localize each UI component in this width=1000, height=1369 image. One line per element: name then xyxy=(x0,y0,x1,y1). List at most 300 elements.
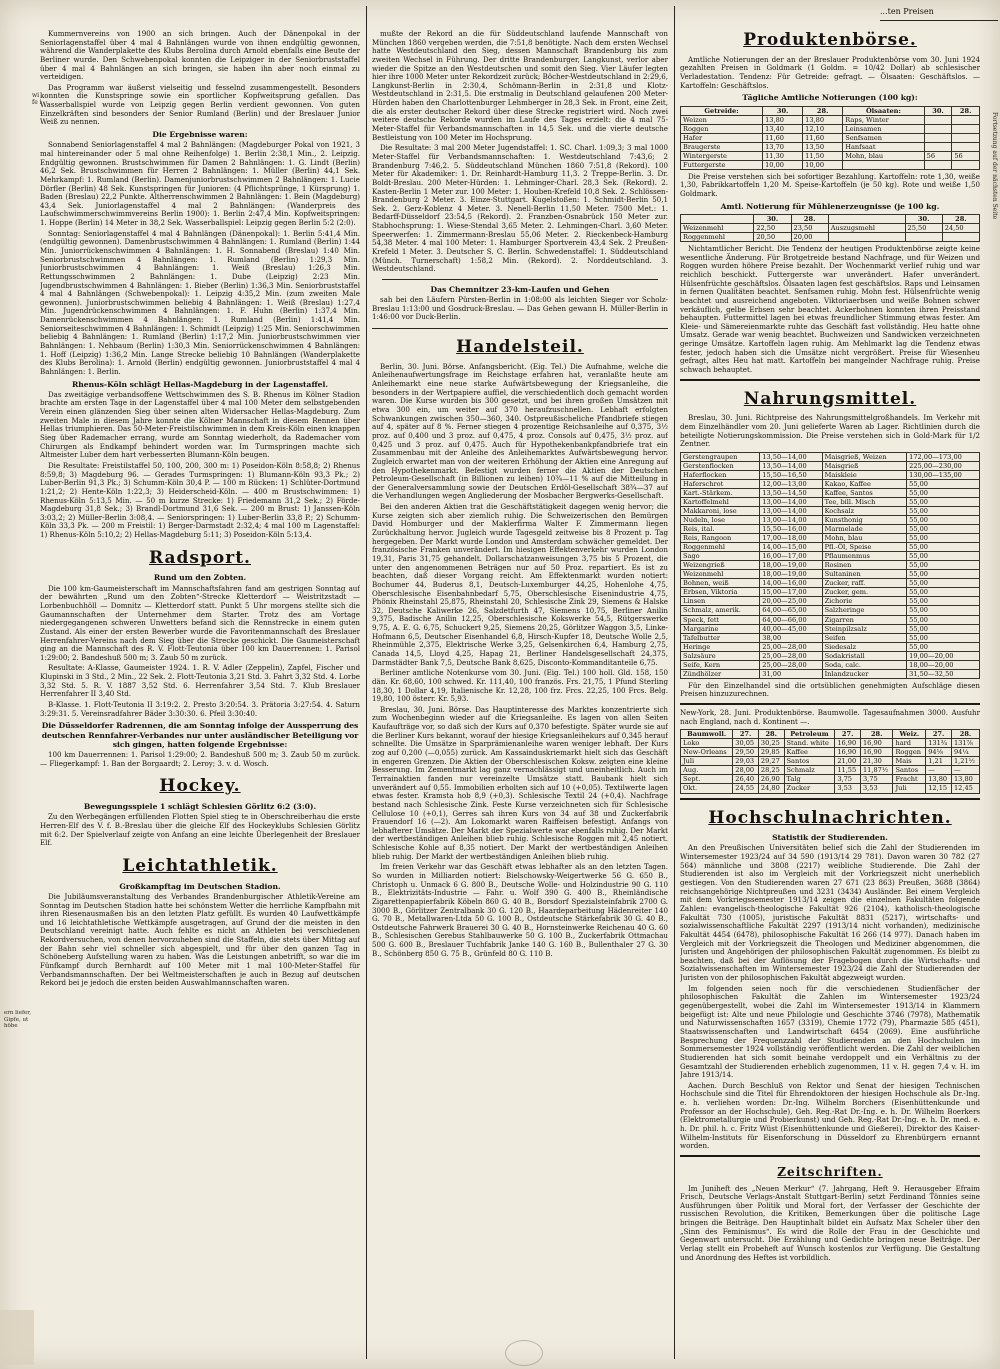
paragraph: Die Jubiläumsveranstaltung des Verbandes Brandenburgischer Athletik-Vereine am Sonntag im Deutschen Stadion hatte bei schönstem Wetter die herrliche Kampfbahn mit ihren Riesenausmaßen bis an den letzten Platz gefüllt. Es wurden 40 Laufwettkämpfe und 16 leichtathletische Wettkämpfe ausgetragen, auf Grund der die meisten in den Deutschland vereinigt hatte. Auch fehlte es nicht an Athleten bei verschiedenen Rekordversuchen, von denen hervorzuheben sind die Staffeln, die stets über Mittag auf der Bahn sehr viel schneller sich abgespielt, und für über den ganzen Tag in Schöneberg Aufstellung waren zu haben. Was die Leistungen anbetrifft, so war die im Fünfkampf durch Bernhardt auf 100 Meter mit 1 mal 100-Meter-Staffel für Verbandsmannschaften. Der bei Weltmeisterschaften je auch in Bezug auf deutschen Rekord bei je jedoch die ersten beiden Auswahlmannschaften waren. xyxy=(40,891,360,988)
table-cell: 1,21 xyxy=(926,757,952,766)
table-cell xyxy=(828,233,905,242)
table-cell: Erbsen, Viktoria xyxy=(681,588,760,597)
table-cell: 56 xyxy=(952,151,980,160)
table-cell: 11,60 xyxy=(763,133,803,142)
table-cell: Siedesalz xyxy=(822,642,907,651)
subheading-duesseldorf: Die Düsseldorfer Radrennen, die am Sonntag infolge der Aussperrung des deutschen Rennfahrer-Verbandes nur unter ausländischer Beteiligung vor sich gingen, hatten folgende Ergebnisse: xyxy=(41,721,359,749)
paragraph: Sonnabend Seniorlagenstaffel 4 mal 2 Bahnlängen: (Magdeburger Pokal von 1921, 3 mal hintereinander oder 5 mal ohne Reihenfolge) 1. Berlin 2:38,1 Min., 2. Leipzig. Endgültig gewonnen. Brustschwimmen für Damen 2 Bahnlängen: 1. G. Lindt (Berlin) 46,2 Sek. Brustschwimmen für Herren 2 Bahnlängen: 1. Müller (Berlin) 44,1 Sek. Mehrkampf: 1. Rumland (Berlin). Damenjuniorbrustschwimmen 2 Bahnlängen: 1. Lucie Dörfler (Berlin) 48 Sek. Kunstspringen für Junioren: (4 Pflichtsprünge, 1 Kürsprung) 1. Baden (Breslau) 22,2 Punkte. Altherrenschwimmen 2 Bahnlängen: 1. Bein (Magdeburg) 43,4 Sek. Juniorlagenstaffel 4 mal 2 Bahnlängen: (Wanderpreis des Laufschwimmerschwimmvereins Berlin 1900): 1. Berlin 2:47,4 Min. Kopfweitspringen: 1. Hoppe (Berlin) 14 Meter in 38,2 Sek. Wasserballspiel: Leipzig gegen Berlin 5:2 (2:0). xyxy=(40,140,360,228)
table-header: Getreide: xyxy=(681,106,763,115)
table-cell: 55,00 xyxy=(907,525,980,534)
table-cell: 94¼ xyxy=(951,748,979,757)
table-cell: 28,00 xyxy=(733,766,759,775)
paragraph: Im freien Verkehr war das Geschäft etwas lebhafter als an den letzten Tagen. So wurden in Milliarden notiert: Bielschowsky-Weigertwerke 56 G. 650 B., Christoph u. Unmack 6 G. 800 B., Deutsche Wolle- und Holzindustrie 90 G. 110 B., Elektrizitäts-Industrie — Fahr. u. Wolf 390 G. 400 B., Rheinländische Zigarettenpapierfabrik Köbeln 860 G. 40 B., Borsdorf Spezialsteinfabrik 2700 G. 3000 B., Görlitzer Zentralbank 30 G. 120 B., Haardeparbeitung Hädenreiter 140 G. 70 B., Metallwaren-Ltda 50 G. 100 B., Ostdeutsche Stärkefabrik 30 G. 40 B., Ostdeutsche Fahrwerk Brauerei 30 G. 40 B., Hornsteinwerke Reichenau 40 G. 60 B., Schlesischen Gerebus Stahlbauwerke 50 G. 100 B., Zuckerfabrik Ottmachau 500 G. 600 B., Breslauer Tuchfabrik Janke 140 G. 160 B., Bullenthaler 27 G. 30 B., Schönberg 850 G. 75 B., Grünfeld 80 G. 110 B. xyxy=(372,862,668,958)
paragraph: sah bei den Läufern Pürsten-Berlin in 1:08:00 als leichten Sieger vor Scholz-Breslau 1:13:00 und Gosdruck-Breslau. — Das Gehen gewann H. Müller-Berlin in 1:46:00 vor Duck-Berlin. xyxy=(372,295,668,322)
table-getreide xyxy=(680,106,980,170)
paragraph: Berlin, 30. Juni. Börse. Anfangsbericht. (Eig. Tel.) Die Aufnahme, welche die Anleihenaufwertungsfrage im Reichstage erfahren hat, veranlaßte heute am Anleihemarkt eine neue starke Aufwärtsbewegung der Kriegsanleihe, die besonders in der Wertpapiere auffiel, die verschiedentlich doch gemacht worden waren. Die Kurse wurden bis 300 gesetzt, und bei ihren großen Umsätzen mit etwa 300 ein, um weiter auf 370 heraufzuschnellen. Lebhaft erfolgten Schwankungen zwischen 350—360, 340. Ostpreußischeliche Pfandbriefe stiegen auf 4, später auf 8 %. Ferner stiegen 4 prozentige Reichsanleihe auf 0,375, 3½ proz. auf 0,400 und 3 proz. auf 0,475, 4 proz. Consols auf 0,475, 3½ proz. auf 0,425 und 3 proz. auf 0,475. Auch für Hypothekenbankpfandbriefe trat ein Zusammenbau mit der Anleihe des Anleihemarktes Aufwärtsbewegung hervor. Zugleich erwartet man von der weiteren Erhöhung der Aktien eine Anregung auf den Hypothekenmarkt. Befestigt wurden ferner die Aktien der Deutschen Petroleum-Gesellschaft (in Billionen zu leihen) 10¾—11 % auf die Mitteilung in der Generalversammlung sowie der Deutschen Erdöl-Gesellschaft 38¾—37 auf die Verhandlungen wegen Angliederung der Mosbacher Bergwerks-Gesellschaft. xyxy=(372,361,668,501)
table-cell: 13,80 xyxy=(763,115,803,124)
table-row xyxy=(681,561,980,570)
paragraph: Im folgenden seien noch für die verschiedenen Studienfächer der philosophischen Fakultät die Zahlen im Wintersemester 1923/24 gegenübergestellt, wobei die Zahl im Wintersemester 1913/14 in Klammern beigefügt ist: Alte und neue Philologie und Geschichte 3746 (7978), Mathematik und Naturwissenschaften 1657 (3319), Chemie 1772 (79), Pharmazie 585 (451), Staatswissenschaften und Landwirtschaft 6454 (2069). Eine ausführliche Besprechung der Frequenzzahl der Studierenden an den Hochschulen im Sommersemester 1924 vollständig veröffentlicht werden. Die Zahl der weiblichen Studierenden hat sich somit beinahe verdoppelt und ein Verhältnis zu der Gesamtzahl der Studierenden erheblich zugenommen, 11 v. H. gegen 7,4 v. H. im Jahre 1913/14. xyxy=(680,983,980,1080)
table-row xyxy=(681,624,980,633)
table-cell: Rosinen xyxy=(822,561,907,570)
paragraph: Bei den anderen Aktien trat die Geschäftstätigkeit dagegen wenig hervor; die Kurse zeigten sich aber ziemlich ruhig. Die Schweizerischen den Bemürgen David Homburger und der Maklerfirma Walter F. Zimmermann liegen Zurückhaltung hervor. Jugleich wurde Tagesgeld zeitweise bis 8 Prozent p. Tag hergegeben. Der Markt wurde London und Amsterdam schwächer gemeldet. Der französische Franken unverändert. Im hiesigen Effektenverkehr wurden London 19,31, Paris 31,75 gehandelt. Dollarschatzanweisungen 3,75 bis 5 Prozent, die unter den angenommenen Beträgen nur auf 50 Proz. repartiert. Es ist zu beachten, daß dieser Vorgang reicht. Am Effektenmarkt wurden notiert: Bochumer 44, Buderus 8,1, Deutsch-Luxemburger 44,25, Hohenlohe 4,75, Oberschlesische Eisenbahnbedarf 5,75, Oberschlesische Eisenindustrie 4,75, Phönix Rheinstahl 25,875, Rheinstahl 20, Schlesische Zink 29, Siemens & Halske 32, Deutsche Kaliwerke 26, Salzdetfurth 47, Siemens 10,75, Berliner Anilin 9,375, Badische Anilin 12,25, Oberschlesische Kokswerke 54,5, Rütgerswerke 9,75, A. E. G. 6,75, Schuckert 9,25, Siemens 20,25, Görlitzer Waggon 3,5, Linke-Hofmann 6,5, Deutscher Eisenhandel 6,8, Hirsch-Kupfer 18, Deutsche Wolle 2,5, Rheinmühle 2,375, Elektrische Werke 3,25, Gelsenkirchen 6,4, Hamburg 2,75, Canada 14,5, Lloyd 4,25, Hapag 21, Berliner Handelsgesellschaft 24,375, Darmstädter Bank 7,5, Deutsche Bank 8,625, Disconto-Kommanditanteile 6,75. xyxy=(372,502,668,667)
table-cell: Tafelbutter xyxy=(681,633,760,642)
table-cell: 28,25 xyxy=(758,766,784,775)
table-cell xyxy=(952,133,980,142)
table-cell: Wintergerste xyxy=(681,151,763,160)
table-header: 28. xyxy=(803,106,843,115)
table-cell: Seifen xyxy=(822,633,907,642)
table-cell: Roggen xyxy=(893,748,926,757)
table-cell: 15,50—16,00 xyxy=(760,525,822,534)
table-header: 27. xyxy=(733,730,759,739)
table-header: 28. xyxy=(952,106,980,115)
table-title-muehle: Amtl. Notierung für Mühlenerzeugnisse (je 100 kg. xyxy=(720,201,940,211)
table-cell: 29,85 xyxy=(758,748,784,757)
table-row xyxy=(681,748,980,757)
table-cell: 13,00—14,00 xyxy=(760,498,822,507)
divider xyxy=(680,379,980,381)
table-cell: Leinsamen xyxy=(843,124,924,133)
table-cell xyxy=(952,115,980,124)
table-cell: Inlandzucker xyxy=(822,669,907,678)
table-cell: 3,53 xyxy=(835,784,861,793)
table-cell: Zigarren xyxy=(822,615,907,624)
table-row xyxy=(681,660,980,669)
table-header: 28. xyxy=(791,214,828,223)
table-row xyxy=(681,579,980,588)
table-nahrungsmittel xyxy=(680,452,980,679)
table-cell: 13,80 xyxy=(951,775,979,784)
paragraph: An den Preußischen Universitäten belief sich die Zahl der Studierenden im Wintersemester 1923/24 auf 34 590 (1913/14 29 781). Davon waren 30 782 (27 564) männliche und 3808 (2217) weibliche Studierende. Die Zahl der Studierenden ist also im Vergleich mit der Vorkriegszeit nicht unerheblich gestiegen. Von den Studierenden waren 27 671 (23 863) Preußen, 3688 (3864) reichsangehörige Nichtpreußen und 3231 (3434) Ausländer. Bei einem Vergleich mit dem Vorkriegssemester 1913/14 zeigen die einzelnen Fakultäten folgende Zahlen: evangelisch-theologische Fakultät 926 (2104), katholisch-theologische Fakultät 730 (1005), juristische Fakultät 8831 (5217), wirtschafts- und sozialwissenschaftliche Fakultät 2297 (1913/14 nicht vorhanden), medizinische Fakultät 4454 (6478), philosophische Fakultät 16 266 (14 977). Danach haben im Vergleich mit der Vorkriegszeit die Theologen und Mediziner abgenommen, die Juristen und Angehörigen der philosophischen Fakultät zugenommen. Es bleibt zu beachten, daß bei der Auflösung der Fragebogen durch die Wirtschafts- und Sozialwissenschaften im Wintersemester 1923/24 die Zahl der Studierenden der Juristen von der philosophischen Fakultät abgezweigt wurden. xyxy=(680,843,980,983)
table-cell: New-Orleans xyxy=(681,748,733,757)
table-cell: 55,00 xyxy=(907,489,980,498)
table-cell: 31,00 xyxy=(760,669,822,678)
table-cell: 55,00 xyxy=(907,588,980,597)
table-cell: Heringe xyxy=(681,642,760,651)
table-cell: 16,90 xyxy=(835,748,861,757)
table-cell: Sodakristall xyxy=(822,651,907,660)
table-cell: Haferflocken xyxy=(681,471,760,480)
table-cell: 26,90 xyxy=(758,775,784,784)
table-cell: 3,53 xyxy=(860,784,893,793)
table-row xyxy=(681,133,980,142)
table-cell: 21,30 xyxy=(860,757,893,766)
table-cell xyxy=(924,133,952,142)
table-cell: Makkaroni, lose xyxy=(681,507,760,516)
table-header: 30. xyxy=(905,214,942,223)
table-cell: Reis, Rangoon xyxy=(681,534,760,543)
subheading-zobten: Rund um den Zobten. xyxy=(153,573,247,583)
table-title-getreide: Tägliche Amtliche Notierungen (100 kg): xyxy=(742,93,918,103)
paragraph: Zu den Werbegängen erfüllenden Flotten Spiel stieg te in Oberschreiberhau die erste Herren-Elf des V. f. B.-Breslau über die gleiche Elf des Hockeyklubs Schlesien Görlitz mit 6:2. Der Spielverlauf zeigte von Anfang an eine leichte Überlegenheit der Breslauer Elf. xyxy=(40,812,360,848)
table-header: Baumwoll. xyxy=(681,730,733,739)
table-cell: 55,00 xyxy=(907,552,980,561)
paragraph: Sonntag: Seniorlagenstaffel 4 mal 4 Bahnlängen (Dänenpokal): 1. Berlin 5:41,4 Min. (endgültig gewonnen). Damenbrustschwimmen 4 Bahnlängen: 1. Rumland (Berlin) 1:44 Min. Juniorrückenschwimmen 4 Bahnlängen: 1. H. Sonnabend (Breslau) 1:40 Min. Seniorbrustschwimmen 4 Bahnlängen: 1. Rumland (Berlin) 1:29,3 Min. Juniorbrustschwimmen 4 Bahnlängen: 1. Weiß (Breslau) 1:26,3 Min. Rettungsschwimmen 2 Bahnlängen: 1. Dube (Leipzig) 2:23 Min. Jugendbrustschwimmen 4 Bahnlängen: 1. Bieber (Berlin) 1:36,3 Min. Seniorbruststaffel 4 mal 4 Bahnlängen (Schwebenpokal): 1. Leipzig 4:35,2 Min. (zum zweiten Male gewonnen). Juniorbrustschwimmen beliebig 4 Bahnlängen: 1. Weiß (Breslau) 1:27,4 Min. Jugendrückenschwimmen 4 Bahnlängen: 1. F. Huhn (Berlin) 1:37,4 Min. Damenrückenschwimmen 4 Bahnlängen: 1. Rumland (Berlin) 1:41,4 Min. Seniorseiteschwimmen 4 Bahnlängen: 1. Schmidt (Leipzig) 1:25 Min. Seniorschwimmen beliebig 4 Bahnlängen: 1. Rumland (Berlin) 1:17,2 Min. Juniorbrustschwimmen vier Bahnlängen: 1. Nehbaum (Berlin) 1:30,3 Min. Seniorrückenschwimmen 4 Bahnlängen: 1. Hoff (Leipzig) 1:36,2 Min. Lange Strecke beliebig 10 Bahnlängen (Wanderplakette des Klubs Berolina): 1. Arnold (Berlin) endgültig gewonnen. Juniorbruststaffel 4 mal 4 Bahnlängen: 1. Berlin. xyxy=(40,228,360,376)
table-cell: 55,00 xyxy=(907,561,980,570)
table-row xyxy=(681,525,980,534)
divider xyxy=(680,1155,980,1157)
table-cell: hard xyxy=(893,739,926,748)
table-cell: 55,00 xyxy=(907,642,980,651)
table-cell: Mohn, blau xyxy=(843,151,924,160)
table-cell: 29,03 xyxy=(733,757,759,766)
table-cell: Gerstengraupen xyxy=(681,452,760,461)
table-cell: 30,25 xyxy=(758,739,784,748)
table-cell: Senfsamen xyxy=(843,133,924,142)
table-cell: 55,00 xyxy=(907,579,980,588)
table-row xyxy=(681,651,980,660)
section-heading-hochschul: Hochschulnachrichten. xyxy=(708,807,952,828)
table-header: 27. xyxy=(926,730,952,739)
section-heading-leichtathletik: Leichtathletik. xyxy=(122,855,278,876)
table-cell: Kochsalz xyxy=(822,507,907,516)
table-cell: Santos xyxy=(784,757,835,766)
table-cell: Raps, Winter xyxy=(843,115,924,124)
table-cell: Kartoffelmehl xyxy=(681,498,760,507)
table-cell: Soda, calc. xyxy=(822,660,907,669)
table-cell: 131¾ xyxy=(926,739,952,748)
table-cell: 12,45 xyxy=(951,784,979,793)
paragraph: Berliner amtliche Notenkurse vom 30. Juni. (Eig. Tel.) 100 holl. Gld. 158, 150 dän. Kr. 68,60, 100 schwed. Kr. 111,40, 100 französ. Frs. 21,75, 1 Pfund Sterling 18,30, 1 Dollar 4,19, Italienische Kr. 12,28, 100 frz. Frcs. 22,25, 100 Frcs. Belg. 19,80, 100 österr. Kr. 5,93. xyxy=(372,668,668,704)
section-heading-produktenboerse: Produktenbörse. xyxy=(743,30,917,50)
table-cell: 23,50 xyxy=(791,223,828,232)
table-cell: Sago xyxy=(681,552,760,561)
paragraph: Für den Einzelhandel sind die ortsüblichen genehmigten Aufschläge diesen Preisen hinzuzurechnen. xyxy=(680,680,980,699)
subheading-statistik: Statistik der Studierenden. xyxy=(772,833,888,843)
table-cell xyxy=(924,115,952,124)
table-cell: 25,00—28,00 xyxy=(760,642,822,651)
table-header: 30. xyxy=(763,106,803,115)
bottom-left-margin-note: ern liefer, Gipfe, ut höbe xyxy=(4,1010,32,1030)
left-margin-note: wi fe i xyxy=(32,92,42,107)
table-cell: Kakao, Kaffee xyxy=(822,480,907,489)
table-cell: 25,50 xyxy=(905,223,942,232)
table-cell: 10,00 xyxy=(763,160,803,169)
paragraph: Die 100 km-Gaumeisterschaft im Mannschaftsfahren fand am gestrigen Sonntag auf der bewährten „Rund um den Zobten“-Strecke Kletterdorf — Weistritzstadt — Lorbenbuchhöll — Domnitz — Kletterdorf statt. Punkt 5 Uhr morgens stellte sich die Gaumannschaften der Unternehmer dem Starter. Trotz des am Vortage niedergegangenen schweren Unwetters befand sich die Rennstrecke in einem guten Zustand. Als einer der ersten Bewerber wurde die Favoritenmannschaft des Breslauer Herrenfahrer-Vereins nach dem Sieg über die Strecke geschickt. Die Gaumeisterschaft ging an die Mannschaft des R. V. Flott-Teutonia über 100 km Dauerrennen: 1. Parisol 1:29:00; 2. Bandeshuß 500 m; 3. Zaub 50 m zurück. xyxy=(40,583,360,662)
paragraph: Aachen. Durch Beschluß von Rektor und Senat der hiesigen Technischen Hochschule sind die Titel für Ehrendoktoren der hiesigen Hochschule als Dr.-Ing. e. h. verliehen worden: Dr.-Ing. Wilhelm Borchers (Eisenhüttenkunde und Professor an der Hochschule), Geh. Reg.-Rat Dr.-Ing. e. h. Dr. Wilhelm Boerkers (Elektrometallurgie und Probierkunst) und Geh. Reg.-Rat Dr.-Ing. e. h. Dr. med. e. h. Dr. phil. h. c. Fritz Wüst (Eisenhüttenkunde und Gießerei), Direktor des Kaiser-Wilhelm-Instituts für Eisenforschung in Düsseldorf zu Ehrenbürgern ernannt worden. xyxy=(680,1080,980,1151)
table-cell: Hafer xyxy=(681,133,763,142)
table-row xyxy=(681,757,980,766)
table-cell: Futtergerste xyxy=(681,160,763,169)
table-cell: Roggenmehl xyxy=(681,233,754,242)
table-cell: 20,50 xyxy=(754,233,791,242)
table-cell: 18,00—19,00 xyxy=(760,570,822,579)
table-cell: Nudeln, lose xyxy=(681,516,760,525)
table-cell: Aug. xyxy=(681,766,733,775)
paragraph: Kummernvereins von 1900 an sich bringen. Auch der Dänenpokal in der Seniorlagenstaffel über 4 mal 4 Bahnlängen wurde von ihnen endgültig gewonnen, während die Wanderplakette des Klubs Berolina durch Arnold ebenfalls eine Beute der Berliner wurde. Den Schwebenpokal konnten die Leipziger in der Seniorbruststaffel über 4 mal 4 Bahnlängen an sich bringen, sie haben ihn aber noch einmal zu verteidigen. xyxy=(40,30,360,82)
paragraph: Die Preise verstehen sich bei sofortiger Bezahlung. Kartoffeln: rote 1,30, weiße 1,30, Fabrikkartoffeln 1,20 M. Speise-Kartoffeln (je 50 kg). Rote und weiße 1,50 Goldmark. xyxy=(680,171,980,199)
table-cell: 3,75 xyxy=(835,775,861,784)
table-row xyxy=(681,775,980,784)
table-cell: Mais xyxy=(893,757,926,766)
table-cell: Sept. xyxy=(681,775,733,784)
table-row xyxy=(681,151,980,160)
table-cell: 29,27 xyxy=(758,757,784,766)
table-cell: 131⅞ xyxy=(951,739,979,748)
table-cell: Juli xyxy=(681,757,733,766)
table-row xyxy=(681,233,980,242)
table-cell: 11,50 xyxy=(803,151,843,160)
table-cell: Salzheringe xyxy=(822,606,907,615)
table-cell: Pfl.-Öl, Speise xyxy=(822,543,907,552)
table-cell xyxy=(952,160,980,169)
table-cell: Hanfsaat xyxy=(843,142,924,151)
paragraph: mußte der Rekord an die für Süddeutschland laufende Mannschaft von München 1860 vergeben werden, die 7:51,8 benötigte. Nach dem ersten Wechsel hatte Westdeutschland den Sieg, dessen Mannschaft Brandenburg bis zum zweiten Wechsel in Führung. Der dritte Brandenburger, Langkunst, verlor aber wieder die Spitze an den Westdeutschen und somit den Sieg. Vier Läufer legten hier ihre 1000 Meter unter Rekordzeit zurück; Böcher-Westdeutschland in 2:29,6, Langkunst-Berlin in 2:30,4, Schömann-Berlin in 2:31,8 und Klotz-Westdeutschland in 2:31,5. Die erstmalig in Deutschland gelaufenen 200 Meter-Hürden haben den Charlottenburger Lehmberger in 28,3 Sek. in Front, eine Zeit, die als erster deutscher Rekord über diese Strecke registriert wird. Noch zwei weitere deutsche Rekorde wurden im Laufe des Tages erzielt: die 4 mal 75-Meter-Staffel für Verbandsmannschaften in 14,5 Sek. und die vierte deutsche Bestleistung von 100 Meter im Hochsprung. xyxy=(372,30,668,142)
table-row xyxy=(681,739,980,748)
column-divider-2 xyxy=(674,6,675,1359)
table-cell: Linsen xyxy=(681,597,760,606)
table-cell: Kart.-Stärkem. xyxy=(681,489,760,498)
table-header xyxy=(828,214,905,223)
section-heading-hockey: Hockey. xyxy=(159,776,241,797)
table-cell: 24,80 xyxy=(758,784,784,793)
table-cell: Speck, fett xyxy=(681,615,760,624)
table-header: 28. xyxy=(942,214,979,223)
table-row xyxy=(681,633,980,642)
table-cell: 55,00 xyxy=(907,516,980,525)
table-cell: Maisgrieß, Weizen xyxy=(822,452,907,461)
table-cell: Seife, Kern xyxy=(681,660,760,669)
table-row xyxy=(681,452,980,461)
table-cell: Auszugsmehl xyxy=(828,223,905,232)
subheading-hockey: Bewegungsspiele 1 schlägt Schlesien Görlitz 6:2 (3:0). xyxy=(83,802,317,812)
table-cell: 20,00 xyxy=(791,233,828,242)
column-sport-handel xyxy=(372,30,668,1357)
column-divider-1 xyxy=(366,6,367,1359)
table-row xyxy=(681,142,980,151)
table-header: 27. xyxy=(835,730,861,739)
table-cell: 13,80 xyxy=(926,775,952,784)
table-row xyxy=(681,489,980,498)
table-cell: — xyxy=(951,766,979,775)
paragraph: Resultate: A-Klasse, Gaumeister 1924. 1. R. V. Adler (Zeppelin), Zapfel, Fischer und Klupinski in 3 Std., 2 Min., 22 Sek. 2. Flott-Teutonia 3,21 Std. 3. Fahrt 3,32 Std. 4. Lorbe 3,32 Std. 5. R. V. 1887 3,52 Std. 6. Herrenfahrer 3,54 Std. 7. Klub Breslauer Herrenfahrer II 3,40 Std. xyxy=(40,663,360,699)
subheading-chemnitz: Das Chemnitzer 23-km-Laufen und Gehen xyxy=(430,284,610,294)
table-cell xyxy=(843,160,924,169)
table-cell: 25,00—28,00 xyxy=(760,660,822,669)
table-cell: 13,80 xyxy=(803,115,843,124)
table-new-york xyxy=(680,729,980,793)
table-row xyxy=(681,570,980,579)
table-cell: 29,50 xyxy=(733,748,759,757)
table-cell: 12,15 xyxy=(926,784,952,793)
table-row xyxy=(681,766,980,775)
table-header: 30. xyxy=(754,214,791,223)
table-cell: Tee, bill. Misch xyxy=(822,498,907,507)
table-cell: Salzsäure xyxy=(681,651,760,660)
table-cell: 14,00—15,00 xyxy=(760,543,822,552)
paragraph: Das Programm war äußerst vielseitig und fesselnd zusammengestellt. Besonders konnten die Kunstspringe sowie ein sportlicher Kopfweitsprung gefallen. Das Wasserballspiel wurde von Leipzig gegen Berlin verdient gewonnen. Von guten Einzelkräften sind besonders der Senior Rumland (Berlin) und der Breslauer Junior Weiß zu nennen. xyxy=(40,82,360,127)
table-cell: 55,00 xyxy=(907,633,980,642)
table-row xyxy=(681,534,980,543)
table-cell: 172,00—173,00 xyxy=(907,452,980,461)
divider xyxy=(382,279,658,280)
table-cell: 18,00—19,00 xyxy=(760,561,822,570)
table-cell: Maiskleie xyxy=(822,471,907,480)
table-cell: 40,00—45,00 xyxy=(760,624,822,633)
table-cell: Braugerste xyxy=(681,142,763,151)
table-row xyxy=(681,223,980,232)
table-cell: 15,50—16,50 xyxy=(760,471,822,480)
paragraph: Breslau, 30. Juni. Börse. Das Hauptinteresse des Marktes konzentrierte sich zum Wochenbeginn wieder auf die Kriegsanleihe. Es lagen von allen Seiten Kaufaufträge vor, so daß sich der Kurs auf 0,370 befestigte. Später wurde sie auf die Berliner Kurs bekannt, worauf der hiesige Kriegsanleihekurs auf 0,345 herauf schnellte. Die Umsätze in Sparprämienanleihe waren weniger lebhaft. Der Kurs zog auf 0,200 (—0,055) zurück. Am Kassainduskriemarkt hielt sich das Geschäft in engeren Grenzen. Die Aktien der Oberschlesischen Koksw. zeigten eine kleine Besserung. Im Zementmarkt lag ganz vernachlässigt und uneinheitlich. Auch im Terrainaktien fanden nur vereinzelte Umsätze statt. Baubank hielt sich unverändert auf 0,55. Immobilien erholten sich auf 10 (+0,05). Textilwerte lagen etwas fester. Kramsta hob 8,9 (+0,3). Schlesische Textil 24 (+0,4). Nachfrage bestand nach Schlesische Zink. Feste Kurse verzeichneten sich für Schlesische Cellulose 10 (+0,1), Gerres sah ihren Kurs von 34 auf 38 und Zuckerfabrik Frauendorf 16 (—2). Am Lokomarkt waren Raiffeisen befestigt. Anfangs von lebhafterer Umsätze. Der Markt der Spezialwerte war ebenfalls ruhig. Der Markt der wertbeständigen Anleihen blieb ruhig. Schlesische Roggen mit 2,45 notiert. Schlesische Kohle auf 8,35 notiert. Der Markt der wertbeständigen Anleihen blieb ruhig. Der Markt der wertbeständigen Anleihen blieb ruhig. xyxy=(372,704,668,861)
table-cell: Kaffee, Santos xyxy=(822,489,907,498)
divider xyxy=(680,798,980,800)
table-cell: 55,00 xyxy=(907,534,980,543)
table-cell: 11,55 xyxy=(835,766,861,775)
table-row xyxy=(681,615,980,624)
table-cell: 94⅛ xyxy=(926,748,952,757)
table-cell: Talg xyxy=(784,775,835,784)
table-cell: Zucker, gem. xyxy=(822,588,907,597)
table-row xyxy=(681,160,980,169)
table-cell: 38,00 xyxy=(760,633,822,642)
table-cell: 18,00—20,00 xyxy=(907,660,980,669)
table-cell: 21,00 xyxy=(835,757,861,766)
table-cell: 16,90 xyxy=(835,739,861,748)
table-cell: 13,00—14,00 xyxy=(760,507,822,516)
table-cell: Weizenmehl xyxy=(681,223,754,232)
table-cell: 10,00 xyxy=(803,160,843,169)
table-cell: 16,90 xyxy=(860,748,893,757)
table-cell: 55,00 xyxy=(907,480,980,489)
table-cell: 14,00—16,00 xyxy=(760,579,822,588)
table-cell: 55,00 xyxy=(907,615,980,624)
table-cell: 11,60 xyxy=(803,133,843,142)
table-cell: 64,00—66,00 xyxy=(760,615,822,624)
paragraph: Nichtamtlicher Bericht. Die Tendenz der heutigen Produktenbörse zeigte keine wesentliche Änderung. Für Brotgetreide bestand Nachfrage, und für Weizen und Roggen wurden höhere Preise bezahlt. Der Wochenmarkt verlief ruhig und war reichlich beschickt. Futtergerste war unverändert. Hafer unverändert. Hülsenfrüchte geschäftslos. Ölsaaten lagen fest geschäftslos. Raps und Leinsamen in fernen Qualitäten beachtet. Senfsamen ruhig. Mohn fest. Hülsenfrüchte wenig beachtet und ausreichend angeboten. Viktoriaerbsen und weiße Bohnen schwer verkäuflich, gelbe Erbsen sehr beachtet. Ackerbohnen konnten ihren Preisstand behaupten. Futtermittel lagen bei etwas freundlicher Stimmung etwas fester. Am Kleie- und Sämereienmarkte ruhte das Geschäft fast vollständig. Heu hatte ohne Umsatz. Gerade war wenig beachtet. Buchweizen und Sandwicken verzeichneten geringe Umsätze. Kartoffeln lagen ruhig. Am Mehlmarkt lag die Tendenz etwas fester, jedoch haben sich die Umsätze nicht vergrößert. Preise für Wiesenheu gefragt, altes Heu hat matt. Kartoffeln bei mangelnder Nachfrage ruhig. Preise schwach behauptet. xyxy=(680,244,980,374)
table-cell xyxy=(952,124,980,133)
table-cell: 13,70 xyxy=(763,142,803,151)
table-cell xyxy=(924,124,952,133)
table-cell: Zündhölzer xyxy=(681,669,760,678)
table-cell: 13,00—14,00 xyxy=(760,516,822,525)
table-header: 28. xyxy=(951,730,979,739)
table-cell: Loko xyxy=(681,739,733,748)
table-cell: Santos xyxy=(893,766,926,775)
table-cell: Roggen xyxy=(681,124,763,133)
section-heading-nahrungsmittel: Nahrungsmittel. xyxy=(743,388,917,409)
top-right-tab: ...ten Preisen xyxy=(880,4,998,21)
table-cell: 20,00—25,00 xyxy=(760,597,822,606)
column-sport xyxy=(40,30,360,1357)
paragraph: 100 km Dauerrennen: 1. Parisol 1:29:00; 2. Bandeshuß 500 m; 3. Zaub 50 m zurück. — Fliegerkampf: 1. Ban der Borgaardt; 2. Leroy; 3. v. d. Wosch. xyxy=(40,750,360,768)
table-cell: Stand. white xyxy=(784,739,835,748)
table-header: Petroleum xyxy=(784,730,835,739)
table-cell: 30,05 xyxy=(733,739,759,748)
table-cell: 12,00—13,00 xyxy=(760,480,822,489)
table-cell: Schmalz xyxy=(784,766,835,775)
table-cell: Gerstenflocken xyxy=(681,461,760,470)
table-cell: 13,50—14,00 xyxy=(760,452,822,461)
table-cell: Zucker xyxy=(784,784,835,793)
table-cell: 13,40 xyxy=(763,124,803,133)
table-cell: Haferschrot xyxy=(681,480,760,489)
section-heading-radsport: Radsport. xyxy=(149,547,251,568)
table-cell: 17,00—18,00 xyxy=(760,534,822,543)
subheading-stadion: Großkampftag im Deutschen Stadion. xyxy=(119,881,281,891)
table-cell: 11,87½ xyxy=(860,766,893,775)
paragraph: Die Resultate: Freistilstaffel 50, 100, 200, 300 m: 1) Poseidon-Köln 8:58,8; 2) Rhenus 8:59,8; 3) Magdeburg 96. — Gerades Turmspringen: 1) Blumann-Köln 93,3 Pk.; 2) Luber-Berlin 91,3 Pk.; 3) Schumm-Köln 30,4 P. — 100 m Rücken: 1) Schlüter-Dortmund 1:21,2; 2) Hente-Köln 1:22,3; 3) Heiderscheid-Köln. — 400 m Brustschwimmen: 1) Rhenus-Köln 5:13,5 Min. — 50 m kurze Strecke: 1) Friedemann 31,2 Sek.; 2) Förde-Magdeburg 31,8 Sek.; 3) Brandl-Dortmund 31,6 Sek. — 200 m Brust: 1) Janssen-Köln 3:03,2; 2) Müller-Berlin 3:08,4. — Seniorspringen: 1) Luber-Berlin 33,8 P.; 2) Schumm-Köln 33,3 Pk. — 200 m Freistil: 1) Berger-Darmstadt 2:32,4; 4 mal 100 m Lagenstaffel: 1) Rhenus-Köln 5:10,2; 2) Hellas-Magdeburg 5:11; 3) Poseidon-Köln 5:13,4. xyxy=(40,460,360,540)
table-header: 28. xyxy=(860,730,893,739)
table-row xyxy=(681,471,980,480)
table-row xyxy=(681,597,980,606)
table-row xyxy=(681,543,980,552)
table-cell: 25,00—28,00 xyxy=(760,651,822,660)
table-cell: 13,50—14,00 xyxy=(760,461,822,470)
table-cell: Maisgrieß xyxy=(822,461,907,470)
table-cell: 64,00—65,00 xyxy=(760,606,822,615)
table-row xyxy=(681,669,980,678)
table-row xyxy=(681,552,980,561)
section-heading-handelsteil: Handelsteil. xyxy=(456,337,584,358)
paragraph: Breslau, 30. Juni. Richtpreise des Nahrungsmittelgroßhandels. Im Verkehr mit dem Einzelhändler vom 20. Juni gelieferte Waren ab Lager. Richtlinien durch die beteiligte Notierungskommission. Die Preise verstehen sich in Gold-Mark für 1/2 Zentner. xyxy=(680,413,980,449)
table-cell: Marmelade xyxy=(822,525,907,534)
table-cell: 55,00 xyxy=(907,624,980,633)
subheading-rhenus: Rhenus-Köln schlägt Hellas-Magdeburg in der Lagenstaffel. xyxy=(71,379,329,389)
table-cell: 56 xyxy=(924,151,952,160)
table-cell: 55,00 xyxy=(907,597,980,606)
table-cell: 22,50 xyxy=(754,223,791,232)
table-cell: 55,00 xyxy=(907,570,980,579)
section-heading-zeitschriften: Zeitschriften. xyxy=(777,1164,883,1179)
column-boerse xyxy=(680,30,980,1357)
table-cell: Kaffee xyxy=(784,748,835,757)
table-header: 28. xyxy=(758,730,784,739)
table-cell: Kunsthonig xyxy=(822,516,907,525)
table-cell: 31,50—32,50 xyxy=(907,669,980,678)
table-cell: Pflaumenmus xyxy=(822,552,907,561)
table-cell xyxy=(924,160,952,169)
table-cell: Zucker, raff. xyxy=(822,579,907,588)
table-cell: 15,00—17,00 xyxy=(760,588,822,597)
table-row xyxy=(681,642,980,651)
table-cell xyxy=(924,142,952,151)
table-cell: Weizenmehl xyxy=(681,570,760,579)
divider xyxy=(680,703,980,705)
table-cell: 13,50—14,50 xyxy=(760,489,822,498)
table-cell: 24,50 xyxy=(942,223,979,232)
table-cell: Fracht xyxy=(893,775,926,784)
table-cell: 24,55 xyxy=(733,784,759,793)
table-row xyxy=(681,115,980,124)
table-cell: 55,00 xyxy=(907,507,980,516)
table-row xyxy=(681,516,980,525)
table-row xyxy=(681,784,980,793)
table-cell: 130,00—135,00 xyxy=(907,471,980,480)
table-cell: 1,21½ xyxy=(951,757,979,766)
paragraph: Amtliche Notierungen der an der Breslauer Produktenbörse vom 30. Juni 1924 gezahlten Preisen in Goldmark (1 Goldm. = 10/42 Dollar) ab schlesischer Verladestation. Tendenz: Für Getreide: gefragt. — Ölsaaten: Geschäftslos. — Kartoffeln: Geschäftslos. xyxy=(680,54,980,90)
table-cell xyxy=(942,233,979,242)
table-muehlenerzeugnisse xyxy=(680,214,980,242)
table-cell: 16,00—17,00 xyxy=(760,552,822,561)
table-cell: 11,30 xyxy=(763,151,803,160)
table-row xyxy=(681,507,980,516)
paragraph: Im Juniheft des „Neuen Merkur“ (7. Jahrgang, Heft 9. Herausgeber Efraim Frisch, Deutsche Verlags-Anstalt Stuttgart-Berlin) setzt Ferdinand Tönnies seine Ausführungen über Politik und Moral fort, der Verfasser der Geschichte der russischen Revolution, die Kritiken, Bemerkungen über die politische Lage bringen die Beiträge. Den Hauptinhalt bildet ein Aufsatz Max Scheler über den „Sinn des Feminismus“. Es wird die Rolle der Frau in der Geschichte und Gegenwart untersucht. Die Erzählung und Gedichte bringen neue Beiträge. Der Verlag stellt ein Probeheft auf Wunsch kostenlos zur Verfügung. Die Gestaltung und Anordnung des Heftes ist vorbildlich. xyxy=(680,1183,980,1262)
table-cell: Roggenmehl xyxy=(681,543,760,552)
table-cell: — xyxy=(926,766,952,775)
table-cell: 225,00—230,00 xyxy=(907,461,980,470)
table-cell: 3,75 xyxy=(860,775,893,784)
table-cell: Sultaninen xyxy=(822,570,907,579)
table-cell: Weizengrieß xyxy=(681,561,760,570)
table-cell: 55,00 xyxy=(907,498,980,507)
right-margin-note: Fortsetzung auf der nächsten Seite xyxy=(991,112,998,220)
table-cell: 26,40 xyxy=(733,775,759,784)
table-row xyxy=(681,124,980,133)
table-header xyxy=(681,214,754,223)
paragraph: Das zweitägige verbandsoffene Wettschwimmen des S. B. Rhenus im Kölner Stadion brachte am ersten Tage in der Lagenstaffel über 4 mal 100 Meter dem selbstgebenden Verein einen glänzenden Sieg über seinen alten Widersacher Hellas-Magdeburg. Zum zweiten Male in diesem Jahre konnte die Kölner Mannschaft in diesem Rennen über Hellas triumphieren. Das 50-Meter-Freistilschwimmen in dem Kreis-Köln einen knappen Sieg über Rademacher errang, wurde am Sonntag wiederholt, da Rademacher vom Chirurgen als Endkampf behindert worden war. Im Turmspringen machte sich Altmeister Luber dem hart verbesserten Blumann-Köln beugen. xyxy=(40,389,360,460)
table-row xyxy=(681,606,980,615)
table-header: 30. xyxy=(924,106,952,115)
